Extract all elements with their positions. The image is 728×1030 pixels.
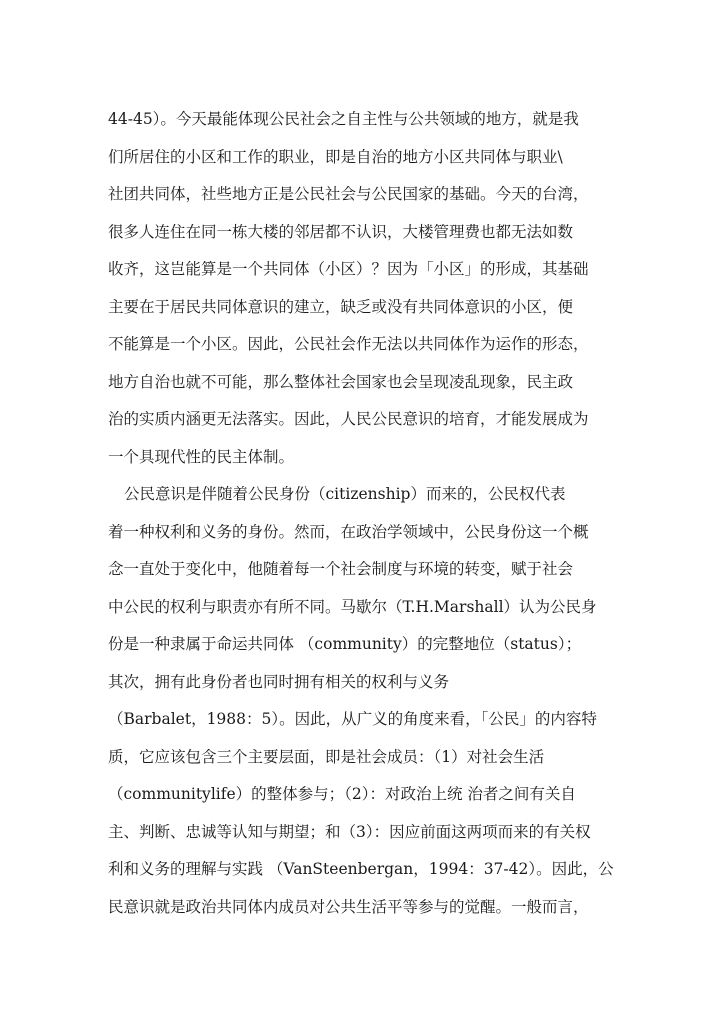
text-line: 份是一种隶属于命运共同体 （community）的完整地位（status）； — [108, 635, 582, 653]
text-line: 不能算是一个小区。因此，公民社会作无法以共同体作为运作的形态， — [108, 335, 589, 353]
text-line: 着一种权利和义务的身份。然而，在政治学领域中，公民身份这一个概 — [108, 523, 589, 541]
paragraph-first-line: 公民意识是伴随着公民身份（citizenship）而来的，公民权代表 — [124, 485, 566, 503]
text-line: 收齐，这岂能算是一个共同体（小区）？因为「小区」的形成，其基础 — [108, 260, 589, 278]
text-line: 质，它应该包含三个主要层面，即是社会成员：（1）对社会生活 — [108, 748, 545, 766]
text-line: 社团共同体，社些地方正是公民社会与公民国家的基础。今天的台湾， — [108, 185, 589, 203]
text-line: 一个具现代性的民主体制。 — [108, 448, 295, 466]
text-line: 主要在于居民共同体意识的建立，缺乏或没有共同体意识的小区，便 — [108, 298, 574, 316]
text-line: （Barbalet，1988：5）。因此，从广义的角度来看，「公民」的内容特 — [108, 710, 597, 728]
text-line: 其次，拥有此身份者也同时拥有相关的权利与义务 — [108, 673, 450, 691]
text-line: 民意识就是政治共同体内成员对公共生活平等参与的觉醒。一般而言， — [108, 898, 589, 916]
text-line: 中公民的权利与职责亦有所不同。马歇尔（T.H.Marshall）认为公民身 — [108, 598, 597, 616]
text-line: 很多人连住在同一栋大楼的邻居都不认识，大楼管理费也都无法如数 — [108, 223, 574, 241]
text-line: 治的实质内涵更无法落实。因此，人民公民意识的培育，才能发展成为 — [108, 410, 589, 428]
text-line: 利和义务的理解与实践 （VanSteenbergan，1994：37-42）。因此，公 — [108, 860, 614, 878]
text-line: 们所居住的小区和工作的职业，即是自治的地方小区共同体与职业\ — [108, 148, 563, 166]
text-line: 主、判断、忠诚等认知与期望；和（3）：因应前面这两项而来的有关权 — [108, 823, 591, 841]
text-line: 念一直处于变化中，他随着每一个社会制度与环境的转变，赋于社会 — [108, 560, 574, 578]
text-line: 地方自治也就不可能，那么整体社会国家也会呈现凌乱现象，民主政 — [108, 373, 574, 391]
text-line: （communitylife）的整体参与；（2）：对政治上统 治者之间有关自 — [108, 785, 576, 803]
text-line: 44-45）。今天最能体现公民社会之自主性与公共领域的地方，就是我 — [108, 110, 579, 128]
